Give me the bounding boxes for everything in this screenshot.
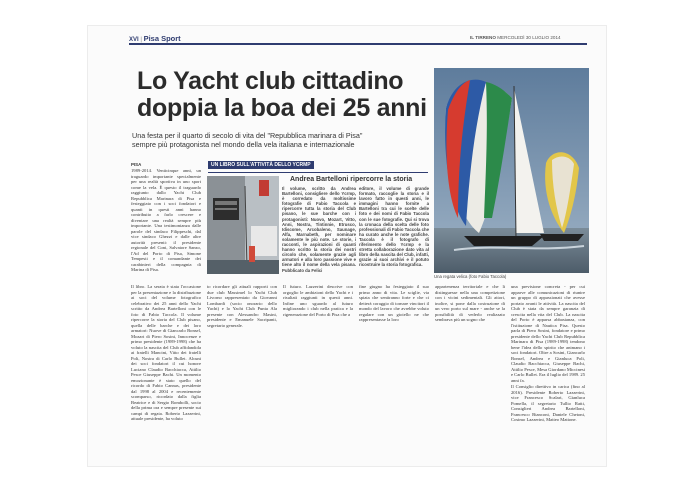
column-4-body: fine giugno ha festeggiato il suo primo anno di vita. Le sciglie, via spiata che sentiranno forte e che ci detterà coraggio di tornare vincitori il mondo del lavoro che avrebbe voluto regalare con un gioiello ne che rappresentasse la loro <box>359 284 429 322</box>
column-6-directors: Il Consiglio direttivo in carica (fino al 2016). Presidente Roberto Lazzerini, vice Francesco Scalari, Gianluca Pomella, il segretario Tullio Ratti, Consiglieri Andrea Bartelloni, Francesco Bianconi, Daniele Chetoni, Cosimo Lazzerini, Matteo Mattone. <box>511 384 585 422</box>
subtitle <box>132 131 432 149</box>
book-box-rule <box>208 172 428 173</box>
book-cover-image <box>207 176 279 274</box>
regatta-photo <box>434 68 589 273</box>
photo-caption: Una regata velica (foto Fabio Taccola) <box>434 274 507 279</box>
column-2-body: to ricordare gli attuali rapporti con due club Massimel lo Yacht Club Livorno rappresentato da Giovanni Lombardi (socio onorario dello Yacht) e lo Yacht Club Punta Ala presente con Alessandro Masini, presidente e Emanuele Sacripanti, segretario generale. <box>207 284 277 328</box>
book-box-label: UN LIBRO SULL'ATTIVITÀ DELLO YCRMP <box>208 161 314 169</box>
book-cover-icon <box>207 176 279 274</box>
section-name: Pisa Sport <box>143 34 181 43</box>
column-6-body: una previsione concreta - per cui apparve alle comunicazioni di riunire un gruppo di appassionati che avesse portato avanti le attività. La nascita del Club è stata da sempre garanzia di crescita nella vita del Club. La nascita del Porto è apparsa abbastanza, con l'istituzione di Nautica Pisa. Questo parla di Piero Sosini, fondatore e primo presidente dello Yacht Club Repubblica Marinara di Pisa (1989-1998) tendono bene l'idea dello spirito che animano i soci fondatori. Oltre a Sosini, Giancarlo Bonsel, Andrea e Gianluca Poli, Claudio Bacchiacca, Giuseppe Bachi, Attilio Pesce, Mesa Giordano Miccinesi e Carlo Bullet. Era il luglio del 1989. 25 anni fa. <box>511 284 585 382</box>
header-rule <box>129 43 587 45</box>
page-header-right <box>470 35 561 40</box>
column-1-body: Il libro. La serata è stata l'occasione per la presentazione e la distribuzione ai soci del volume fotografico celebrativo dei 25 anni dello Yacht scritto da Andrea Bartelloni con le foto di Fabio Taccola. Il volume ripercorre la storia del Club pisano, quella delle barche e dei loro armatori: Nuove di Giancarlo Bonsel, Mozart di Piero Sosini, Innocenze e primo presidente (1989-1998) che ha voluto la nascita del Club affidandola ai fratelli Mancini, Vitto dei fratelli Poli, Nostra di Carlo Bullet. Alcuni dei soci fondatori il cui honore Luciano Claudio Bacchiacca, Attilio Pesce Giuseppe Bachi. Un momento emozionante è stato quello del ricordo di Fabio Cannas, presidente dal 1998 al 2004 e recentemente scomparso, ricordato dalla figlia Beatrice e di Sergio Rombolli, socio della prima ora e sempre presente sui campi di regata. Roberto Lazzerini, attuale presidente, ha voluto <box>131 284 201 421</box>
page-number: XVI <box>129 37 139 43</box>
subtitle-line-2: sempre più protagonista nel mondo della vela italiana e internazionale <box>132 140 355 149</box>
headline <box>137 68 437 122</box>
issue-date: MERCOLEDÌ 30 LUGLIO 2014 <box>497 35 561 40</box>
column-3-body: Il futuro. Lazzerini descrive con orgoglio le ambizioni dello Yacht e i risultati raggiunti in questi anni. Infine uno sguardo al futuro migliorando i club nella pratica e la rigenerazione del Porto di Pisa che a <box>283 284 353 317</box>
newspaper-name: IL TIRRENO <box>470 35 496 40</box>
dateline: PISA <box>131 162 142 167</box>
sailboat-image <box>434 68 589 273</box>
book-box-text-a: Il volume, scritto da Andrea Bartelloni, consigliere dello Ycrmp, è corredato da moltissime fotografie di Fabio Taccola e ripercorre tutta la storia del Club pisano, le sue barche con i protagonisti: Nuovo, Mozart, Vitto, Anni, Nostra, Tintinnie, Etrusco, Idiscome, Arcobaleno, Saunage, Alfa, Marnabeth, per nominare solamente le più note. Le storie, i racconti, le aspirazioni di quanti hanno scritto la storia dei nostri circolo che, solamente grazie agli armatori e alla loro passione vive e tiene alto il nome della vela pisana. Pubblicato da Felici <box>282 186 356 273</box>
column-1-intro: 1989-2014. Venticinque anni, un traguardo importante specialmente per una realtà sportiva in uno sport come la vela. È questo il traguardo raggiunto dallo Yacht Club Repubblica Marinara di Pisa e festeggiato con i soci fondatori e quanti in questi anni hanno contribuito a farlo crescere e diventare una realtà sempre più importante. Una testimonianza dalle parole del sindaco Filippeschi, dal vice sindaco Ghezzi e dalle altre autorità presenti: il presidente regionale del Coni, Salvatore Sanzo, l'Ad del Porto di Pisa, Simone Tempesti e il comandante dei carabinieri della compagnia di Marina di Pisa. <box>131 168 201 272</box>
column-5-body: appartenenza territoriale e che li distinguesse nella una competizione con i vicini sedimentali. Gli attori, inoltre, si pone dalla costruzione di un vero porto sul mare - anche se la possibilità di vederlo realizzato sembrava più un sogno che <box>435 284 505 322</box>
book-box-title: Andrea Bartelloni ripercorre la storia <box>290 176 413 183</box>
book-box-text-b: editore, il volume di grande formato, raccoglie la storia e il lavoro fatto in questi anni, le immagini hanno fornite a Bartelloni tra cui le scelte delle foto e dei nomi di Fabio Taccola con le sue fotografie. Qui si trova la cronaca della scelta delle foto professionali di Fabio Taccola che ha curato anche le note grafiche. Taccola è il fotografo di riferimento dello Ycrmp e la stretta collaborazione dato vita al libro della nascita del Club, infatti, grazie ai suoi archivi e il potuto ricostruire la storia fotografica. <box>359 186 429 268</box>
subtitle-line-1: Una festa per il quarto di secolo di vita del "Repubblica marinara di Pisa" <box>132 131 363 140</box>
headline-line-1: Lo Yacht club cittadino <box>137 67 404 95</box>
page-header-left: XVI | Pisa Sport <box>129 34 181 43</box>
headline-line-2: doppia la boa dei 25 anni <box>137 94 427 122</box>
